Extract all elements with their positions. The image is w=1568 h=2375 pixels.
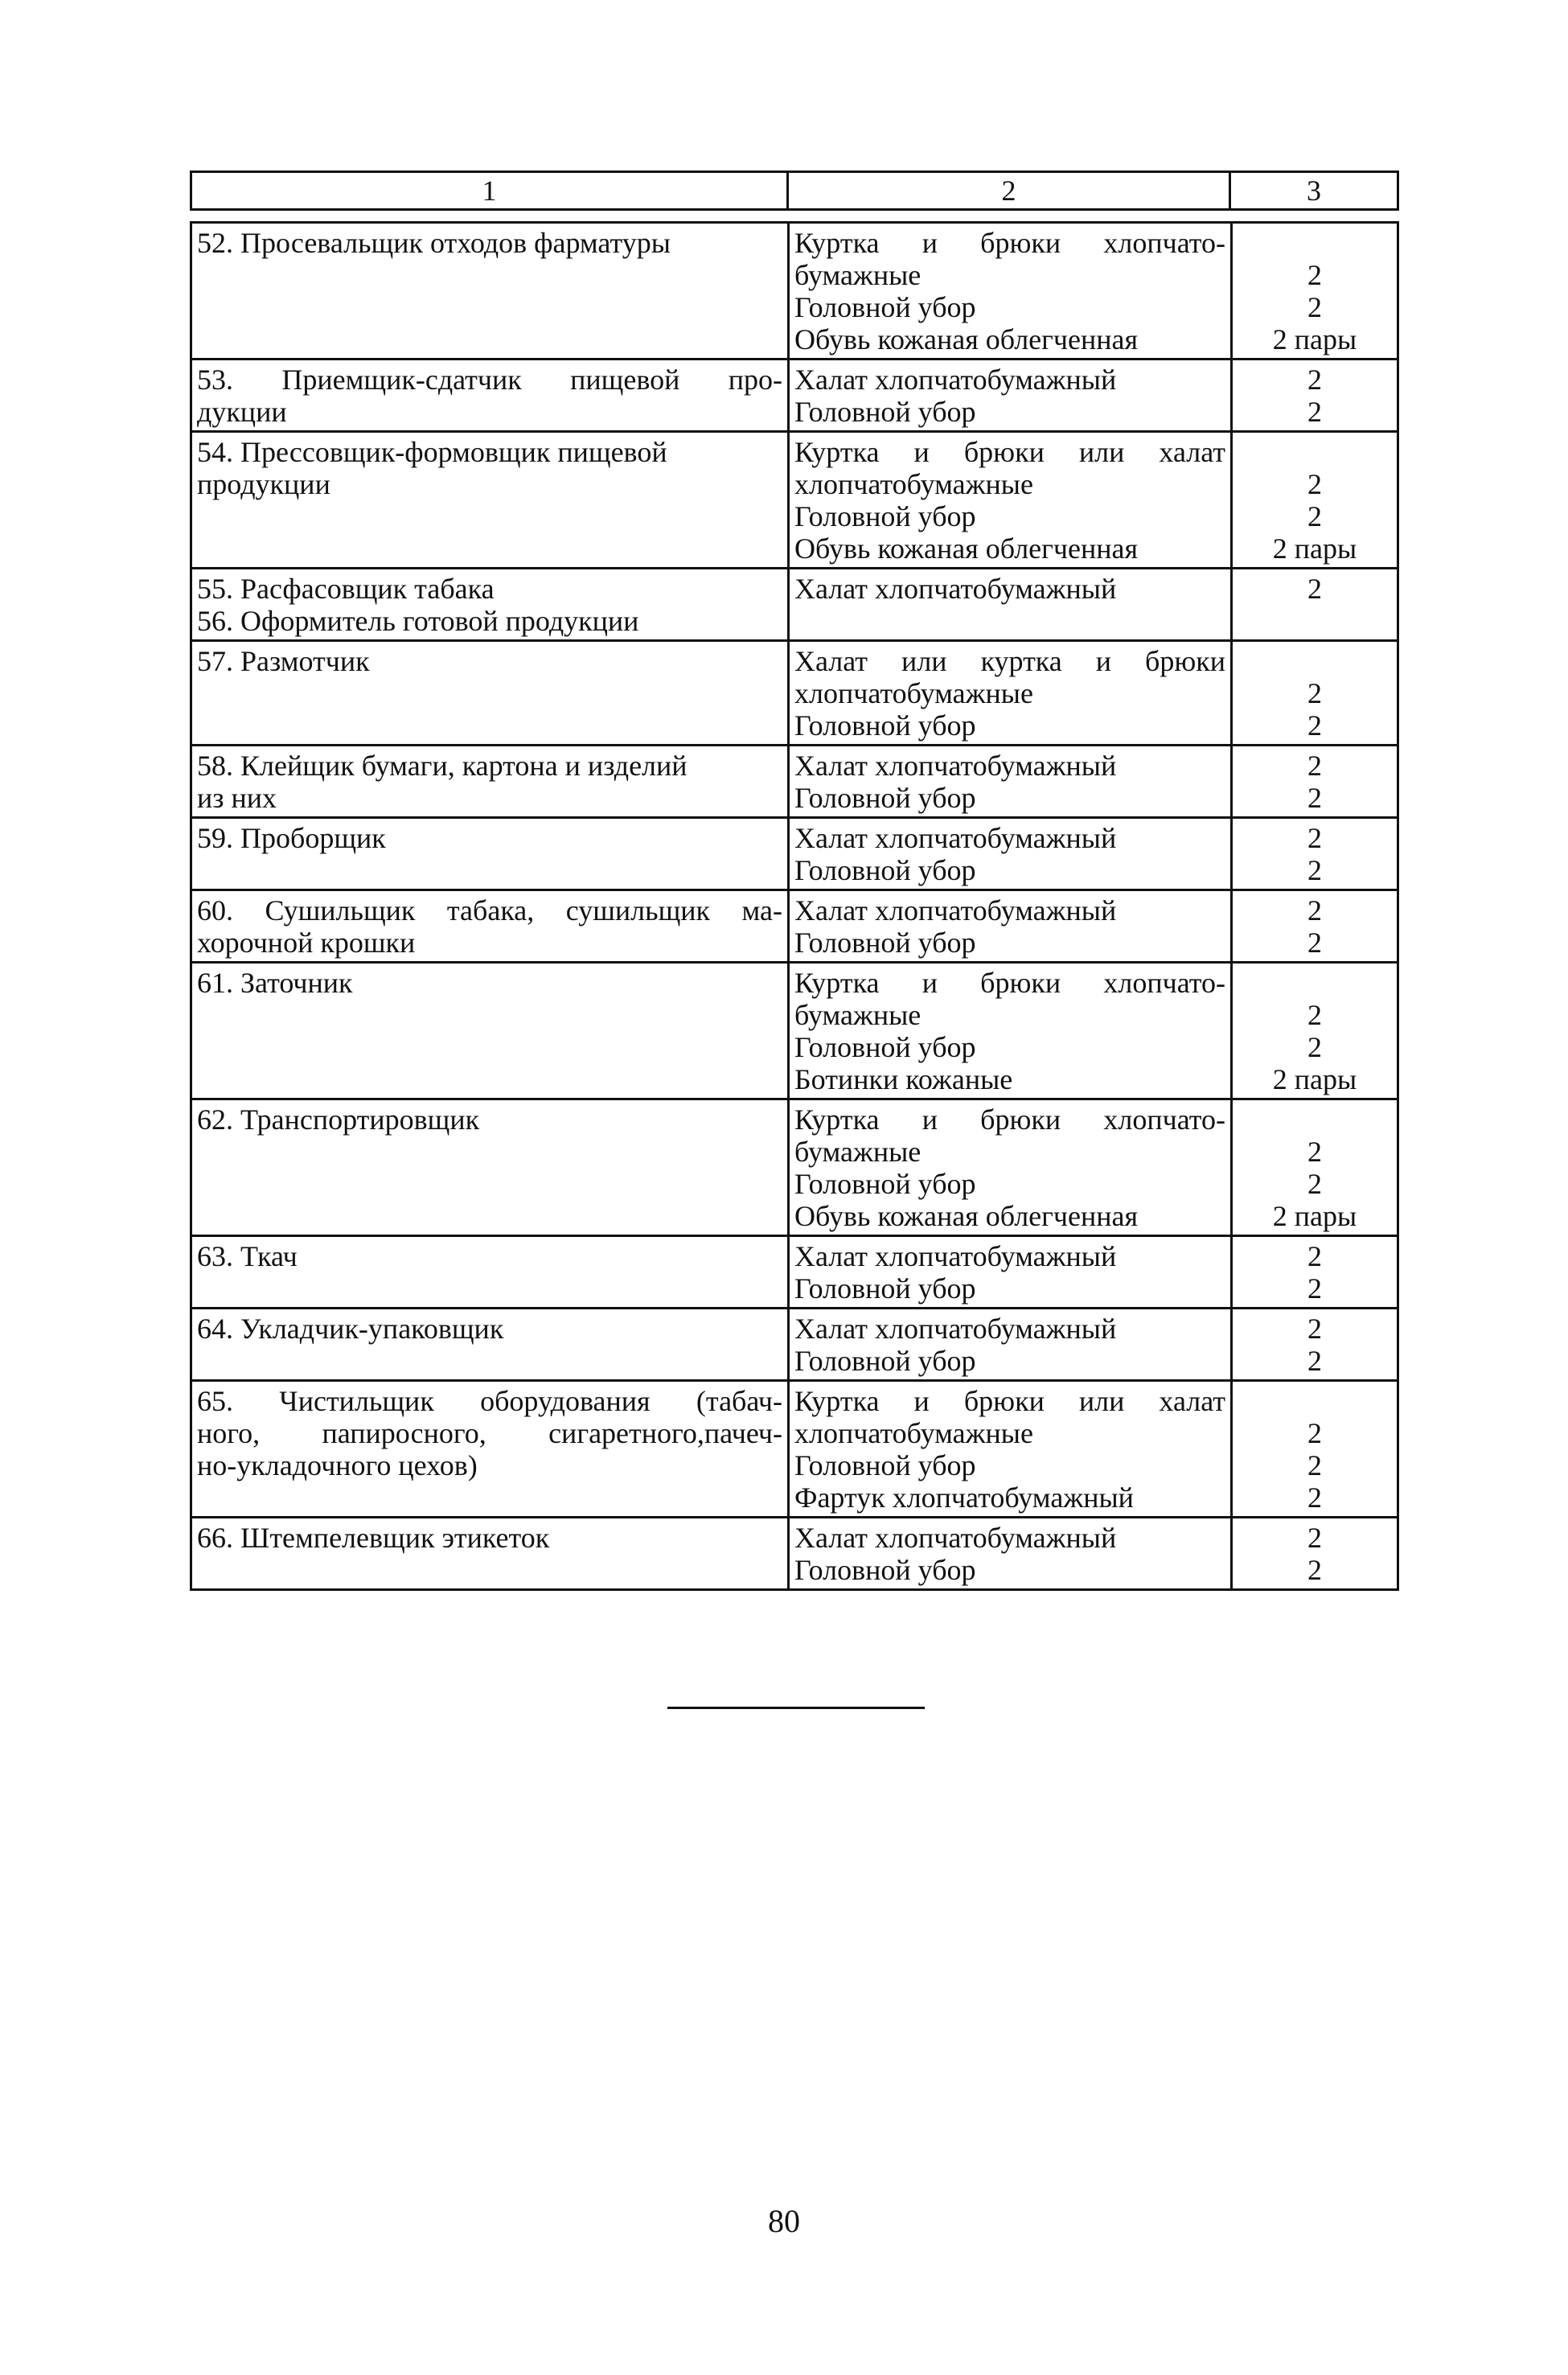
clothing-item-cell — [789, 360, 1232, 432]
quantity-cell — [1232, 963, 1398, 1099]
table-row — [191, 746, 1398, 818]
quantity-cell — [1232, 1236, 1398, 1309]
quantity-value: 2 пары — [1272, 532, 1357, 565]
table-row — [191, 360, 1398, 432]
quantity-value — [1238, 645, 1392, 677]
profession-line: продукции — [197, 468, 330, 500]
quantity-cell — [1232, 1099, 1398, 1236]
profession-line: но-укладочного цехов) — [197, 1449, 478, 1481]
quantity-value: 2 пары — [1272, 1063, 1357, 1095]
profession-line: 56. Оформитель готовой продукции — [197, 605, 639, 637]
clothing-item-line: Куртка и брюки или халат — [794, 1385, 1225, 1417]
clothing-item-line: Головной убор — [794, 1345, 976, 1377]
quantity-value: 2 — [1307, 396, 1322, 428]
quantity-value: 2 пары — [1272, 323, 1357, 355]
table-row — [191, 432, 1398, 569]
clothing-item-line: Головной убор — [794, 1449, 976, 1481]
quantity-value — [1238, 1103, 1392, 1136]
quantity-value: 2 — [1307, 291, 1322, 323]
clothing-item-line: Головной убор — [794, 1168, 976, 1200]
clothing-item-line: Халат хлопчатобумажный — [794, 573, 1117, 605]
clothing-item-line: Головной убор — [794, 927, 976, 959]
clothing-item-line: Головной убор — [794, 709, 976, 742]
quantity-value: 2 пары — [1272, 1200, 1357, 1232]
quantity-value: 2 — [1307, 1031, 1322, 1063]
clothing-item-line: Головной убор — [794, 782, 976, 814]
clothing-item-line: Головной убор — [794, 500, 976, 532]
clothing-item-cell — [789, 1381, 1232, 1518]
clothing-norms-table — [190, 221, 1399, 1591]
quantity-value: 2 — [1307, 1481, 1322, 1514]
profession-cell — [191, 641, 789, 746]
table-row — [191, 963, 1398, 1099]
profession-cell — [191, 818, 789, 890]
quantity-cell — [1232, 432, 1398, 569]
quantity-value: 2 — [1307, 677, 1322, 709]
header-col-2: 2 — [789, 173, 1231, 208]
quantity-value: 2 — [1307, 468, 1322, 500]
quantity-value: 2 — [1307, 1272, 1322, 1305]
profession-cell — [191, 569, 789, 641]
profession-cell — [191, 963, 789, 1099]
quantity-value — [1238, 227, 1392, 259]
quantity-cell — [1232, 223, 1398, 360]
profession-line: 58. Клейщик бумаги, картона и изделий — [197, 750, 688, 782]
clothing-item-line: бумажные — [794, 999, 922, 1031]
clothing-item-line: Ботинки кожаные — [794, 1063, 1013, 1095]
clothing-item-line: Халат хлопчатобумажный — [794, 894, 1117, 927]
quantity-cell — [1232, 746, 1398, 818]
table-row — [191, 1518, 1398, 1590]
clothing-item-cell — [789, 432, 1232, 569]
clothing-item-line: Головной убор — [794, 854, 976, 886]
profession-cell — [191, 1309, 789, 1381]
clothing-item-line: хлопчатобумажные — [794, 468, 1033, 500]
quantity-value: 2 — [1307, 259, 1322, 291]
quantity-value — [1238, 967, 1392, 999]
quantity-value: 2 — [1307, 782, 1322, 814]
clothing-item-line: Головной убор — [794, 396, 976, 428]
clothing-item-line: Халат или куртка и брюки — [794, 645, 1225, 677]
table-row — [191, 1309, 1398, 1381]
quantity-value: 2 — [1307, 750, 1322, 782]
clothing-item-line: Головной убор — [794, 1272, 976, 1305]
table-row — [191, 569, 1398, 641]
clothing-item-line: хлопчатобумажные — [794, 677, 1033, 709]
profession-line: 60. Сушильщик табака, сушильщик ма- — [197, 894, 782, 927]
profession-line: 64. Укладчик-упаковщик — [197, 1313, 504, 1345]
profession-line: 57. Размотчик — [197, 645, 370, 677]
quantity-cell — [1232, 1309, 1398, 1381]
clothing-item-line: Халат хлопчатобумажный — [794, 1313, 1117, 1345]
quantity-cell — [1232, 818, 1398, 890]
profession-line: 53. Приемщик-сдатчик пищевой про- — [197, 364, 782, 396]
profession-cell — [191, 1518, 789, 1590]
profession-cell — [191, 746, 789, 818]
table-row — [191, 1236, 1398, 1309]
header-col-1: 1 — [192, 173, 789, 208]
profession-cell — [191, 432, 789, 569]
clothing-item-cell — [789, 1099, 1232, 1236]
profession-cell — [191, 223, 789, 360]
quantity-value: 2 — [1307, 500, 1322, 532]
profession-cell — [191, 1381, 789, 1518]
clothing-item-cell — [789, 1309, 1232, 1381]
clothing-item-line: Куртка и брюки хлопчато- — [794, 227, 1225, 259]
quantity-value: 2 — [1307, 1136, 1322, 1168]
quantity-value: 2 — [1307, 1417, 1322, 1449]
table-row — [191, 641, 1398, 746]
quantity-value: 2 — [1307, 1168, 1322, 1200]
quantity-value — [1238, 436, 1392, 468]
clothing-item-line: Халат хлопчатобумажный — [794, 822, 1117, 854]
clothing-item-line: бумажные — [794, 1136, 922, 1168]
profession-line: 55. Расфасовщик табака — [197, 573, 495, 605]
quantity-value: 2 — [1307, 1449, 1322, 1481]
quantity-value — [1238, 1385, 1392, 1417]
clothing-item-line: Куртка и брюки хлопчато- — [794, 967, 1225, 999]
end-separator-line — [667, 1707, 925, 1709]
clothing-item-cell — [789, 818, 1232, 890]
clothing-item-line: Халат хлопчатобумажный — [794, 750, 1117, 782]
quantity-value: 2 — [1307, 1313, 1322, 1345]
profession-line: ного, папиросного, сигаретного,пачеч- — [197, 1417, 782, 1449]
quantity-cell — [1232, 1518, 1398, 1590]
clothing-item-line: Обувь кожаная облегченная — [794, 532, 1139, 565]
quantity-value: 2 — [1307, 1522, 1322, 1554]
profession-cell — [191, 1099, 789, 1236]
clothing-item-line: Головной убор — [794, 1031, 976, 1063]
table-row — [191, 223, 1398, 360]
quantity-value: 2 — [1307, 999, 1322, 1031]
table-row — [191, 1099, 1398, 1236]
quantity-value: 2 — [1307, 364, 1322, 396]
profession-line: 54. Прессовщик-формовщик пищевой — [197, 436, 667, 468]
profession-line: дукции — [197, 396, 287, 428]
table-row — [191, 890, 1398, 963]
quantity-value: 2 — [1307, 709, 1322, 742]
profession-cell — [191, 360, 789, 432]
quantity-value: 2 — [1307, 854, 1322, 886]
clothing-item-cell — [789, 1518, 1232, 1590]
quantity-value: 2 — [1307, 1240, 1322, 1272]
profession-cell — [191, 1236, 789, 1309]
clothing-item-cell — [789, 641, 1232, 746]
quantity-value: 2 — [1307, 1554, 1322, 1586]
clothing-item-line: Головной убор — [794, 1554, 976, 1586]
quantity-value: 2 — [1307, 927, 1322, 959]
clothing-item-line: Халат хлопчатобумажный — [794, 364, 1117, 396]
profession-line: 63. Ткач — [197, 1240, 298, 1272]
clothing-item-cell — [789, 963, 1232, 1099]
quantity-value: 2 — [1307, 822, 1322, 854]
clothing-item-line: Обувь кожаная облегченная — [794, 323, 1139, 355]
clothing-item-line: Куртка и брюки или халат — [794, 436, 1225, 468]
profession-line: 61. Заточник — [197, 967, 353, 999]
quantity-cell — [1232, 1381, 1398, 1518]
clothing-item-line: Головной убор — [794, 291, 976, 323]
page-number: 80 — [768, 2203, 800, 2239]
quantity-value: 2 — [1307, 894, 1322, 927]
profession-line: 52. Просевальщик отходов фарматуры — [197, 227, 671, 259]
quantity-cell — [1232, 890, 1398, 963]
clothing-item-cell — [789, 890, 1232, 963]
profession-line: 59. Проборщик — [197, 822, 386, 854]
quantity-value: 2 — [1307, 1345, 1322, 1377]
quantity-value: 2 — [1307, 573, 1322, 605]
clothing-item-cell — [789, 746, 1232, 818]
profession-line: 65. Чистильщик оборудования (табач- — [197, 1385, 782, 1417]
profession-line: хорочной крошки — [197, 927, 416, 959]
profession-cell — [191, 890, 789, 963]
column-number-header — [190, 171, 1399, 211]
clothing-item-line: Халат хлопчатобумажный — [794, 1240, 1117, 1272]
quantity-cell — [1232, 641, 1398, 746]
clothing-item-line: бумажные — [794, 259, 922, 291]
profession-line: 62. Транспортировщик — [197, 1103, 480, 1136]
clothing-item-line: хлопчатобумажные — [794, 1417, 1033, 1449]
clothing-item-line: Халат хлопчатобумажный — [794, 1522, 1117, 1554]
clothing-item-line: Обувь кожаная облегченная — [794, 1200, 1139, 1232]
table-row — [191, 818, 1398, 890]
clothing-item-cell — [789, 223, 1232, 360]
table-row — [191, 1381, 1398, 1518]
clothing-item-cell — [789, 569, 1232, 641]
profession-line: 66. Штемпелевщик этикеток — [197, 1522, 550, 1554]
clothing-item-line: Куртка и брюки хлопчато- — [794, 1103, 1225, 1136]
clothing-item-cell — [789, 1236, 1232, 1309]
profession-line: из них — [197, 782, 277, 814]
clothing-item-line: Фартук хлопчатобумажный — [794, 1481, 1134, 1514]
quantity-cell — [1232, 569, 1398, 641]
header-col-3: 3 — [1307, 175, 1321, 207]
quantity-cell — [1232, 360, 1398, 432]
